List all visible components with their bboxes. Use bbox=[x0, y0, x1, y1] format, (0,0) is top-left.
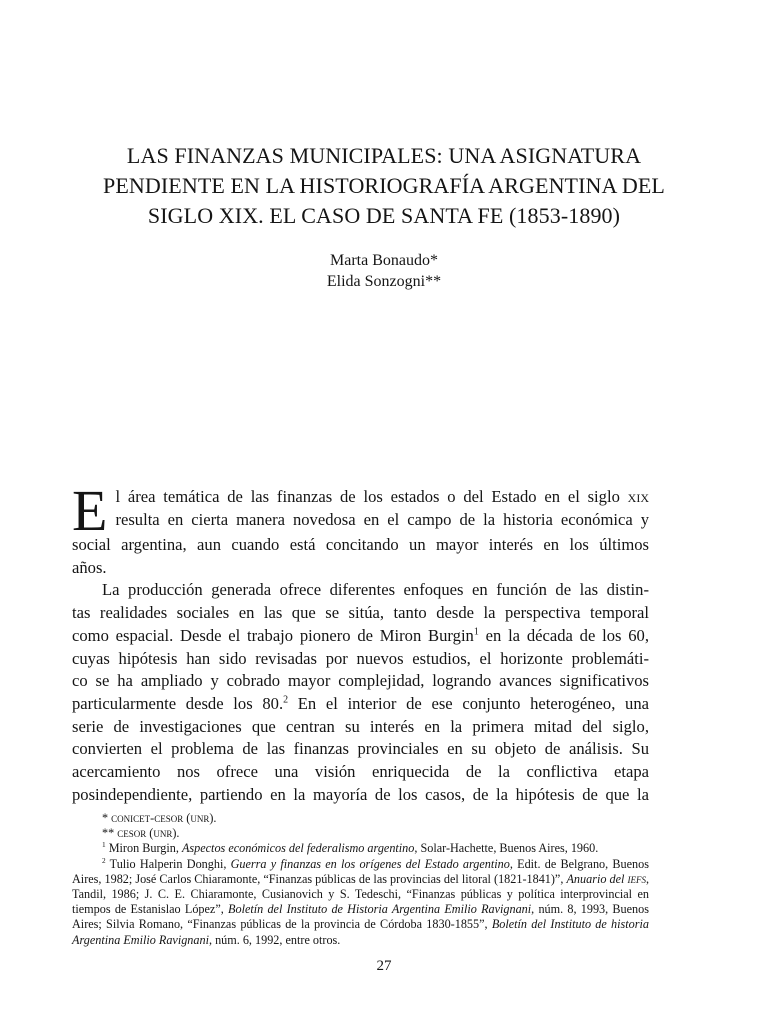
footnote-ref-1[interactable]: 1 bbox=[473, 626, 479, 638]
footnote-1: $^1$ Miron Burgin, Aspectos económicos del federalismo argentino, Solar-Hachette, Buenos Aires, 1960. bbox=[102, 840, 599, 856]
paragraph-2 bbox=[72, 579, 649, 806]
page-number: 27 bbox=[376, 958, 392, 974]
footnote-2: $^2$ Tulio Halperin Donghi, Guerra y finanzas en los orígenes del Estado argentino, Edit. de Belgrano, Buenos Aires, 1982; José Carlos Chiaramonte, “Finanzas públicas de las provincias del litoral (1821-1841)”, Anuario del iefs, Tandil, 1986; J. C. E. Chiaramonte, Cusianovich y S. Tedeschi, “Finanzas públicas y política interprovincial en tiempos de Estanislao López”, Boletín del Instituto de Historia Argentina Emilio Ravignani, núm. 8, 1993, Buenos Aires; Silvia Romano, “Finanzas públicas de la provincia de Córdoba 1830-1855”, Boletín del Instituto de historia Argentina Emilio Ravignani, núm. 6, 1992, entre otros. bbox=[72, 855, 649, 947]
footnote-ref-2[interactable]: 2 bbox=[283, 694, 289, 706]
body-line: social argentina, aun cuando está concitando un mayor interés en los últimos bbox=[72, 535, 649, 554]
body-line: tas realidades sociales en las que se sitúa, tanto desde la perspectiva temporal bbox=[72, 603, 649, 623]
body-line: particularmente desde los 80.$^2$ En el interior de ese conjunto heterogéneo, una bbox=[72, 693, 649, 713]
body-line: l área temática de las finanzas de los estados o del Estado en el siglo xix bbox=[115, 487, 649, 506]
title-line-2: PENDIENTE EN LA HISTORIOGRAFÍA ARGENTINA DEL bbox=[103, 173, 665, 198]
body-line: acercamiento nos ofrece una visión enriquecida de la conflictiva etapa bbox=[72, 762, 649, 782]
title-line-3: SIGLO XIX. EL CASO DE SANTA FE (1853-1890) bbox=[147, 203, 621, 228]
body-line: co se ha ampliado y cobrado mayor complejidad, logrando avances significativos bbox=[72, 671, 649, 691]
body-line: La producción generada ofrece diferentes enfoques en función de las distin- bbox=[102, 580, 649, 600]
footnotes bbox=[72, 811, 649, 948]
author-1: Marta Bonaudo* bbox=[330, 252, 438, 269]
paragraph-1 bbox=[72, 478, 649, 579]
article-body bbox=[72, 478, 649, 806]
body-line: como espacial. Desde el trabajo pionero de Miron Burgin$^1$ en la década de los 60, bbox=[72, 625, 649, 645]
body-line: resulta en cierta manera novedosa en el campo de la historia económica y bbox=[115, 509, 649, 529]
drop-cap: E bbox=[72, 478, 108, 543]
title-line-1: LAS FINANZAS MUNICIPALES: UNA ASIGNATURA bbox=[126, 143, 642, 168]
body-line: cuyas hipótesis han sido revisadas por nuevos estudios, el horizonte problemáti- bbox=[72, 648, 649, 668]
authors-block bbox=[0, 250, 768, 292]
article-title bbox=[80, 141, 688, 231]
body-line: años. bbox=[72, 557, 107, 577]
footnote-double-star: ** cesor (unr). bbox=[102, 826, 180, 841]
body-line: serie de investigaciones que centran su interés en la primera mitad del siglo, bbox=[72, 716, 649, 736]
body-line: posindependiente, partiendo en la mayoría de los casos, de la hipótesis de que la bbox=[72, 784, 649, 804]
footnote-star: * conicet-cesor (unr). bbox=[102, 811, 217, 825]
body-line: convierten el problema de las finanzas provinciales en su objeto de análisis. Su bbox=[72, 739, 649, 759]
author-2: Elida Sonzogni** bbox=[326, 273, 442, 290]
